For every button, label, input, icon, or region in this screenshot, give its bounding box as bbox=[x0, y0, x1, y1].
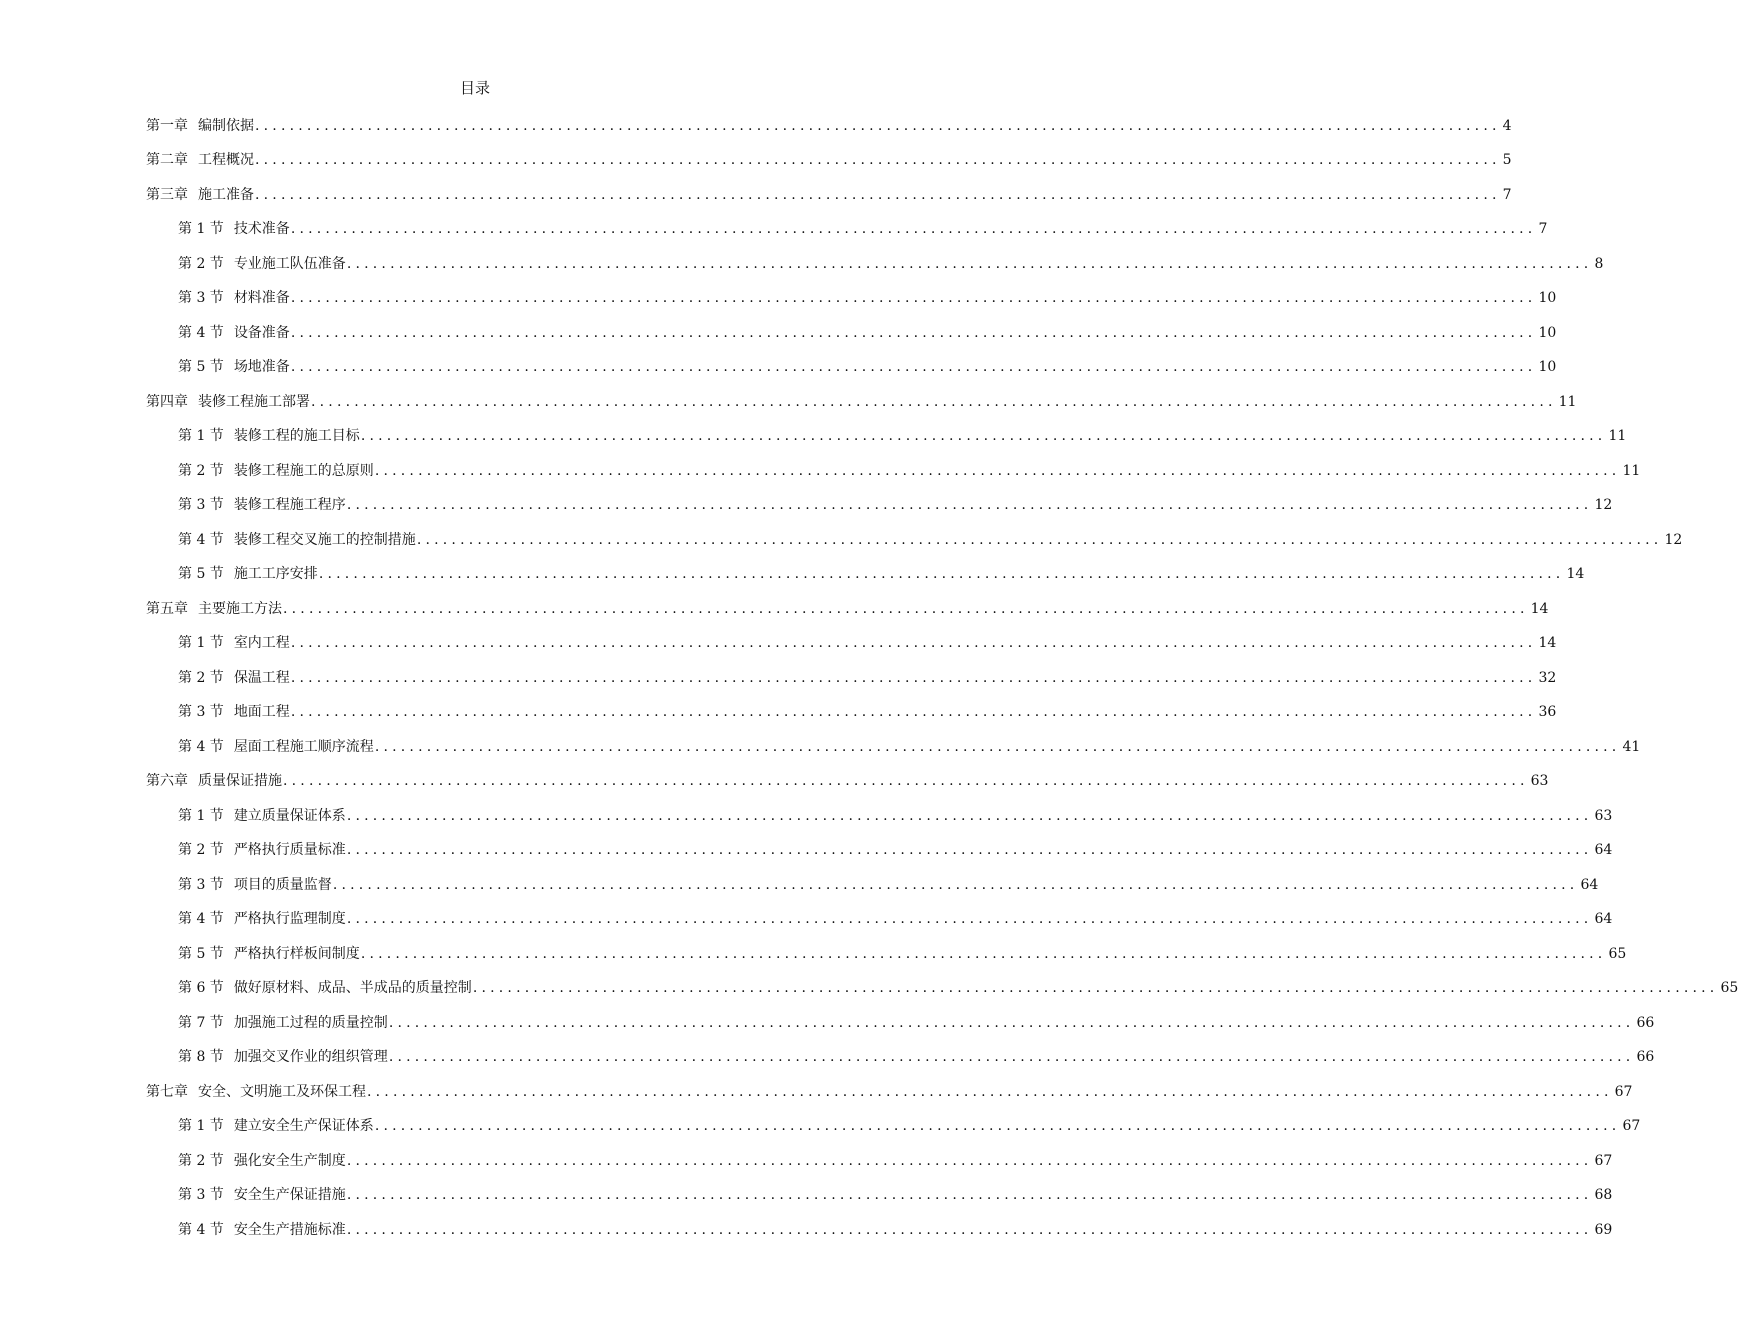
toc-entry-label bbox=[178, 357, 290, 377]
toc-entry-number: 第 2 节 bbox=[178, 1152, 224, 1169]
toc-page-number: 64 bbox=[1580, 876, 1599, 893]
toc-entry-number: 第 2 节 bbox=[178, 255, 224, 272]
toc-dot-leader: ................................................................................................................................................ bbox=[360, 428, 1607, 444]
toc-entry-label bbox=[178, 461, 374, 481]
toc-page-number: 8 bbox=[1594, 255, 1604, 272]
toc-title: 目录 bbox=[459, 79, 490, 97]
toc-dot-leader: ................................................................................................................................................ bbox=[311, 393, 1557, 410]
toc-entry-number: 第 2 节 bbox=[178, 842, 224, 858]
toc-dot-leader: ................................................................................................................................................ bbox=[283, 600, 1529, 617]
toc-dot-leader: ................................................................................................................................................ bbox=[346, 1152, 1593, 1169]
toc-entry-label bbox=[178, 530, 416, 550]
toc-section-entry[interactable] bbox=[146, 964, 1738, 999]
toc-entry-number: 第一章 bbox=[146, 117, 188, 134]
toc-entry-title: 严格执行质量标准 bbox=[233, 842, 346, 858]
toc-entry-label bbox=[178, 254, 346, 274]
toc-entry-title: 安全生产保证措施 bbox=[233, 1187, 346, 1203]
toc-chapter-entry[interactable] bbox=[146, 136, 1512, 171]
toc-dot-leader: ................................................................................................................................................ bbox=[290, 324, 1537, 341]
toc-dot-leader: ................................................................................................................................................ bbox=[346, 807, 1593, 824]
toc-section-entry[interactable] bbox=[146, 308, 1557, 343]
toc-page-number: 66 bbox=[1636, 1014, 1655, 1031]
toc-entry-number: 第 1 节 bbox=[178, 1118, 224, 1134]
toc-section-entry[interactable] bbox=[146, 1171, 1613, 1206]
toc-entry-label bbox=[178, 495, 346, 515]
toc-entry-label bbox=[146, 392, 310, 412]
toc-section-entry[interactable] bbox=[146, 895, 1613, 930]
toc-entry-label bbox=[178, 1047, 388, 1067]
toc-dot-leader: ................................................................................................................................................ bbox=[290, 704, 1537, 720]
toc-entry-number: 第 4 节 bbox=[178, 1221, 224, 1238]
toc-entry-title: 强化安全生产制度 bbox=[233, 1152, 346, 1169]
toc-entry-number: 第 1 节 bbox=[178, 635, 224, 651]
toc-dot-leader: ................................................................................................................................................ bbox=[290, 669, 1537, 686]
toc-entry-title: 工程概况 bbox=[198, 152, 254, 168]
toc-entry-number: 第五章 bbox=[146, 600, 188, 617]
toc-page-number: 10 bbox=[1538, 324, 1557, 341]
toc-entry-label bbox=[178, 668, 290, 688]
toc-entry-label bbox=[146, 185, 254, 205]
toc-dot-leader: ................................................................................................................................................ bbox=[255, 117, 1501, 134]
toc-chapter-entry[interactable] bbox=[146, 170, 1512, 205]
toc-entry-label bbox=[178, 875, 332, 895]
toc-entry-label bbox=[178, 1013, 388, 1033]
toc-entry-title: 装修工程施工的总原则 bbox=[233, 462, 374, 479]
toc-entry-label bbox=[178, 909, 346, 929]
toc-entry-number: 第 1 节 bbox=[178, 807, 224, 824]
toc-section-entry[interactable] bbox=[146, 860, 1599, 895]
toc-entry-number: 第 4 节 bbox=[178, 324, 224, 341]
toc-dot-leader: ................................................................................................................................................ bbox=[255, 152, 1501, 168]
toc-entry-number: 第四章 bbox=[146, 393, 188, 410]
toc-page-number: 65 bbox=[1720, 980, 1738, 996]
toc-dot-leader: ................................................................................................................................................ bbox=[346, 255, 1593, 272]
toc-entry-label bbox=[178, 840, 346, 860]
toc-entry-number: 第 6 节 bbox=[178, 980, 224, 996]
toc-entry-label bbox=[178, 978, 472, 998]
toc-page-number: 66 bbox=[1636, 1049, 1655, 1065]
toc-entry-label bbox=[146, 1082, 366, 1102]
toc-dot-leader: ................................................................................................................................................ bbox=[290, 290, 1537, 306]
toc-entry-number: 第三章 bbox=[146, 186, 188, 203]
toc-dot-leader: ................................................................................................................................................ bbox=[346, 842, 1593, 858]
toc-page-number: 7 bbox=[1502, 186, 1512, 203]
toc-entry-title: 安全、文明施工及环保工程 bbox=[198, 1083, 366, 1100]
toc-dot-leader: ................................................................................................................................................ bbox=[318, 566, 1565, 582]
toc-entry-label bbox=[146, 599, 282, 619]
toc-entry-title: 加强交叉作业的组织管理 bbox=[233, 1049, 388, 1065]
toc-dot-leader: ................................................................................................................................................ bbox=[332, 876, 1579, 893]
toc-dot-leader: ................................................................................................................................................ bbox=[346, 497, 1593, 513]
toc-section-entry[interactable] bbox=[146, 653, 1557, 688]
toc-page-number: 11 bbox=[1622, 462, 1641, 479]
toc-chapter-entry[interactable] bbox=[146, 584, 1549, 619]
toc-entry-number: 第 4 节 bbox=[178, 531, 224, 548]
toc-page-number: 10 bbox=[1538, 359, 1557, 375]
toc-entry-number: 第 2 节 bbox=[178, 462, 224, 479]
toc-page-number: 12 bbox=[1664, 531, 1683, 548]
toc-entry-title: 屋面工程施工顺序流程 bbox=[233, 738, 374, 755]
toc-entry-title: 技术准备 bbox=[233, 221, 290, 237]
toc-entry-title: 施工工序安排 bbox=[233, 566, 318, 582]
toc-entry-title: 施工准备 bbox=[198, 186, 254, 203]
toc-entry-title: 保温工程 bbox=[233, 669, 290, 686]
toc-dot-leader: ................................................................................................................................................ bbox=[283, 773, 1529, 789]
toc-page-number: 14 bbox=[1530, 600, 1549, 617]
toc-page-number: 64 bbox=[1594, 842, 1613, 858]
toc-page-number: 36 bbox=[1538, 704, 1557, 720]
toc-entry-title: 严格执行样板间制度 bbox=[233, 945, 360, 962]
toc-entry-label bbox=[178, 564, 318, 584]
toc-dot-leader: ................................................................................................................................................ bbox=[388, 1014, 1635, 1031]
toc-dot-leader: ................................................................................................................................................ bbox=[374, 462, 1621, 479]
toc-page-number: 41 bbox=[1622, 738, 1641, 755]
toc-section-entry[interactable] bbox=[146, 343, 1557, 378]
toc-section-entry[interactable] bbox=[146, 274, 1557, 309]
toc-page-number: 67 bbox=[1594, 1152, 1613, 1169]
toc-dot-leader: ................................................................................................................................................ bbox=[472, 980, 1719, 996]
toc-entry-label bbox=[178, 1151, 346, 1171]
toc-entry-number: 第 8 节 bbox=[178, 1049, 224, 1065]
toc-chapter-entry[interactable] bbox=[146, 377, 1577, 412]
toc-section-entry[interactable] bbox=[146, 515, 1683, 550]
toc-chapter-entry[interactable] bbox=[146, 101, 1512, 136]
toc-page-number: 11 bbox=[1558, 393, 1577, 410]
toc-entry-label bbox=[178, 806, 346, 826]
toc-entry-title: 质量保证措施 bbox=[198, 773, 282, 789]
toc-dot-leader: ................................................................................................................................................ bbox=[346, 911, 1593, 927]
toc-entry-title: 安全生产措施标准 bbox=[233, 1221, 346, 1238]
toc-entry-number: 第七章 bbox=[146, 1083, 188, 1100]
toc-entry-label bbox=[178, 1116, 374, 1136]
toc-section-entry[interactable] bbox=[146, 481, 1613, 516]
toc-entry-title: 编制依据 bbox=[198, 117, 254, 134]
toc-page-number: 7 bbox=[1538, 221, 1548, 237]
toc-page-number: 10 bbox=[1538, 290, 1557, 306]
toc-entry-label bbox=[178, 219, 290, 239]
toc-page-number: 12 bbox=[1594, 497, 1613, 513]
toc-entry-label bbox=[146, 150, 254, 170]
toc-page-number: 69 bbox=[1594, 1221, 1613, 1238]
toc-entry-number: 第 1 节 bbox=[178, 428, 224, 444]
toc-dot-leader: ................................................................................................................................................ bbox=[290, 635, 1537, 651]
toc-entry-title: 做好原材料、成品、半成品的质量控制 bbox=[233, 980, 472, 996]
toc-dot-leader: ................................................................................................................................................ bbox=[290, 359, 1537, 375]
toc-entry-number: 第 3 节 bbox=[178, 876, 224, 893]
toc-entry-number: 第 3 节 bbox=[178, 290, 224, 306]
toc-section-entry[interactable] bbox=[146, 1205, 1613, 1240]
toc-section-entry[interactable] bbox=[146, 1136, 1613, 1171]
toc-dot-leader: ................................................................................................................................................ bbox=[290, 221, 1537, 237]
toc-section-entry[interactable] bbox=[146, 1033, 1655, 1068]
toc-entry-title: 材料准备 bbox=[233, 290, 290, 306]
toc-entry-title: 项目的质量监督 bbox=[233, 876, 332, 893]
toc-entry-number: 第 5 节 bbox=[178, 566, 224, 582]
toc-dot-leader: ................................................................................................................................................ bbox=[346, 1187, 1593, 1203]
toc-entry-title: 场地准备 bbox=[233, 359, 290, 375]
toc-entry-label bbox=[178, 944, 360, 964]
toc-entry-label bbox=[146, 771, 282, 791]
toc-page-number: 63 bbox=[1594, 807, 1613, 824]
toc-entry-title: 建立质量保证体系 bbox=[233, 807, 346, 824]
table-of-contents bbox=[146, 101, 1738, 1240]
toc-section-entry[interactable] bbox=[146, 722, 1641, 757]
toc-dot-leader: ................................................................................................................................................ bbox=[367, 1083, 1613, 1100]
toc-page-number: 14 bbox=[1566, 566, 1585, 582]
toc-entry-label bbox=[178, 1185, 346, 1205]
toc-entry-label bbox=[178, 426, 360, 446]
toc-entry-label bbox=[178, 702, 290, 722]
toc-page-number: 67 bbox=[1622, 1118, 1641, 1134]
toc-entry-title: 专业施工队伍准备 bbox=[233, 255, 346, 272]
toc-page-number: 67 bbox=[1614, 1083, 1633, 1100]
toc-entry-number: 第 2 节 bbox=[178, 669, 224, 686]
toc-entry-number: 第 5 节 bbox=[178, 359, 224, 375]
toc-entry-title: 主要施工方法 bbox=[198, 600, 282, 617]
toc-entry-title: 建立安全生产保证体系 bbox=[233, 1118, 374, 1134]
toc-section-entry[interactable] bbox=[146, 239, 1604, 274]
toc-entry-title: 设备准备 bbox=[233, 324, 290, 341]
toc-dot-leader: ................................................................................................................................................ bbox=[360, 945, 1607, 962]
toc-entry-label bbox=[178, 737, 374, 757]
toc-entry-label bbox=[178, 323, 290, 343]
toc-entry-label bbox=[178, 288, 290, 308]
toc-section-entry[interactable] bbox=[146, 446, 1641, 481]
toc-page-number: 5 bbox=[1502, 152, 1512, 168]
toc-entry-number: 第 1 节 bbox=[178, 221, 224, 237]
toc-entry-title: 装修工程的施工目标 bbox=[233, 428, 360, 444]
toc-dot-leader: ................................................................................................................................................ bbox=[374, 738, 1621, 755]
toc-dot-leader: ................................................................................................................................................ bbox=[255, 186, 1501, 203]
toc-page-number: 64 bbox=[1594, 911, 1613, 927]
toc-section-entry[interactable] bbox=[146, 688, 1557, 723]
toc-entry-number: 第 5 节 bbox=[178, 945, 224, 962]
toc-section-entry[interactable] bbox=[146, 929, 1627, 964]
toc-dot-leader: ................................................................................................................................................ bbox=[388, 1049, 1635, 1065]
toc-entry-label bbox=[146, 116, 254, 136]
toc-entry-number: 第 4 节 bbox=[178, 911, 224, 927]
toc-page-number: 14 bbox=[1538, 635, 1557, 651]
toc-section-entry[interactable] bbox=[146, 826, 1613, 861]
toc-entry-label bbox=[178, 1220, 346, 1240]
toc-dot-leader: ................................................................................................................................................ bbox=[374, 1118, 1621, 1134]
toc-entry-number: 第 3 节 bbox=[178, 704, 224, 720]
toc-section-entry[interactable] bbox=[146, 998, 1655, 1033]
toc-entry-number: 第 7 节 bbox=[178, 1014, 224, 1031]
toc-entry-title: 装修工程施工部署 bbox=[198, 393, 310, 410]
toc-page-number: 65 bbox=[1608, 945, 1627, 962]
toc-dot-leader: ................................................................................................................................................ bbox=[346, 1221, 1593, 1238]
toc-chapter-entry[interactable] bbox=[146, 1067, 1633, 1102]
toc-section-entry[interactable] bbox=[146, 791, 1613, 826]
toc-section-entry[interactable] bbox=[146, 550, 1585, 585]
toc-entry-number: 第 4 节 bbox=[178, 738, 224, 755]
toc-entry-title: 加强施工过程的质量控制 bbox=[233, 1014, 388, 1031]
toc-entry-number: 第 3 节 bbox=[178, 497, 224, 513]
toc-page-number: 63 bbox=[1530, 773, 1549, 789]
toc-page-number: 11 bbox=[1608, 428, 1627, 444]
toc-dot-leader: ................................................................................................................................................ bbox=[416, 531, 1663, 548]
toc-section-entry[interactable] bbox=[146, 412, 1627, 447]
toc-entry-title: 地面工程 bbox=[233, 704, 290, 720]
toc-entry-number: 第二章 bbox=[146, 152, 188, 168]
toc-entry-title: 室内工程 bbox=[233, 635, 290, 651]
toc-entry-number: 第六章 bbox=[146, 773, 188, 789]
toc-section-entry[interactable] bbox=[146, 619, 1557, 654]
toc-entry-title: 装修工程交叉施工的控制措施 bbox=[233, 531, 416, 548]
toc-page-number: 32 bbox=[1538, 669, 1557, 686]
toc-entry-number: 第 3 节 bbox=[178, 1187, 224, 1203]
toc-section-entry[interactable] bbox=[146, 1102, 1641, 1137]
toc-section-entry[interactable] bbox=[146, 205, 1548, 240]
toc-page-number: 68 bbox=[1594, 1187, 1613, 1203]
toc-page-number: 4 bbox=[1502, 117, 1512, 134]
toc-entry-label bbox=[178, 633, 290, 653]
toc-entry-title: 装修工程施工程序 bbox=[233, 497, 346, 513]
toc-entry-title: 严格执行监理制度 bbox=[233, 911, 346, 927]
toc-chapter-entry[interactable] bbox=[146, 757, 1549, 792]
